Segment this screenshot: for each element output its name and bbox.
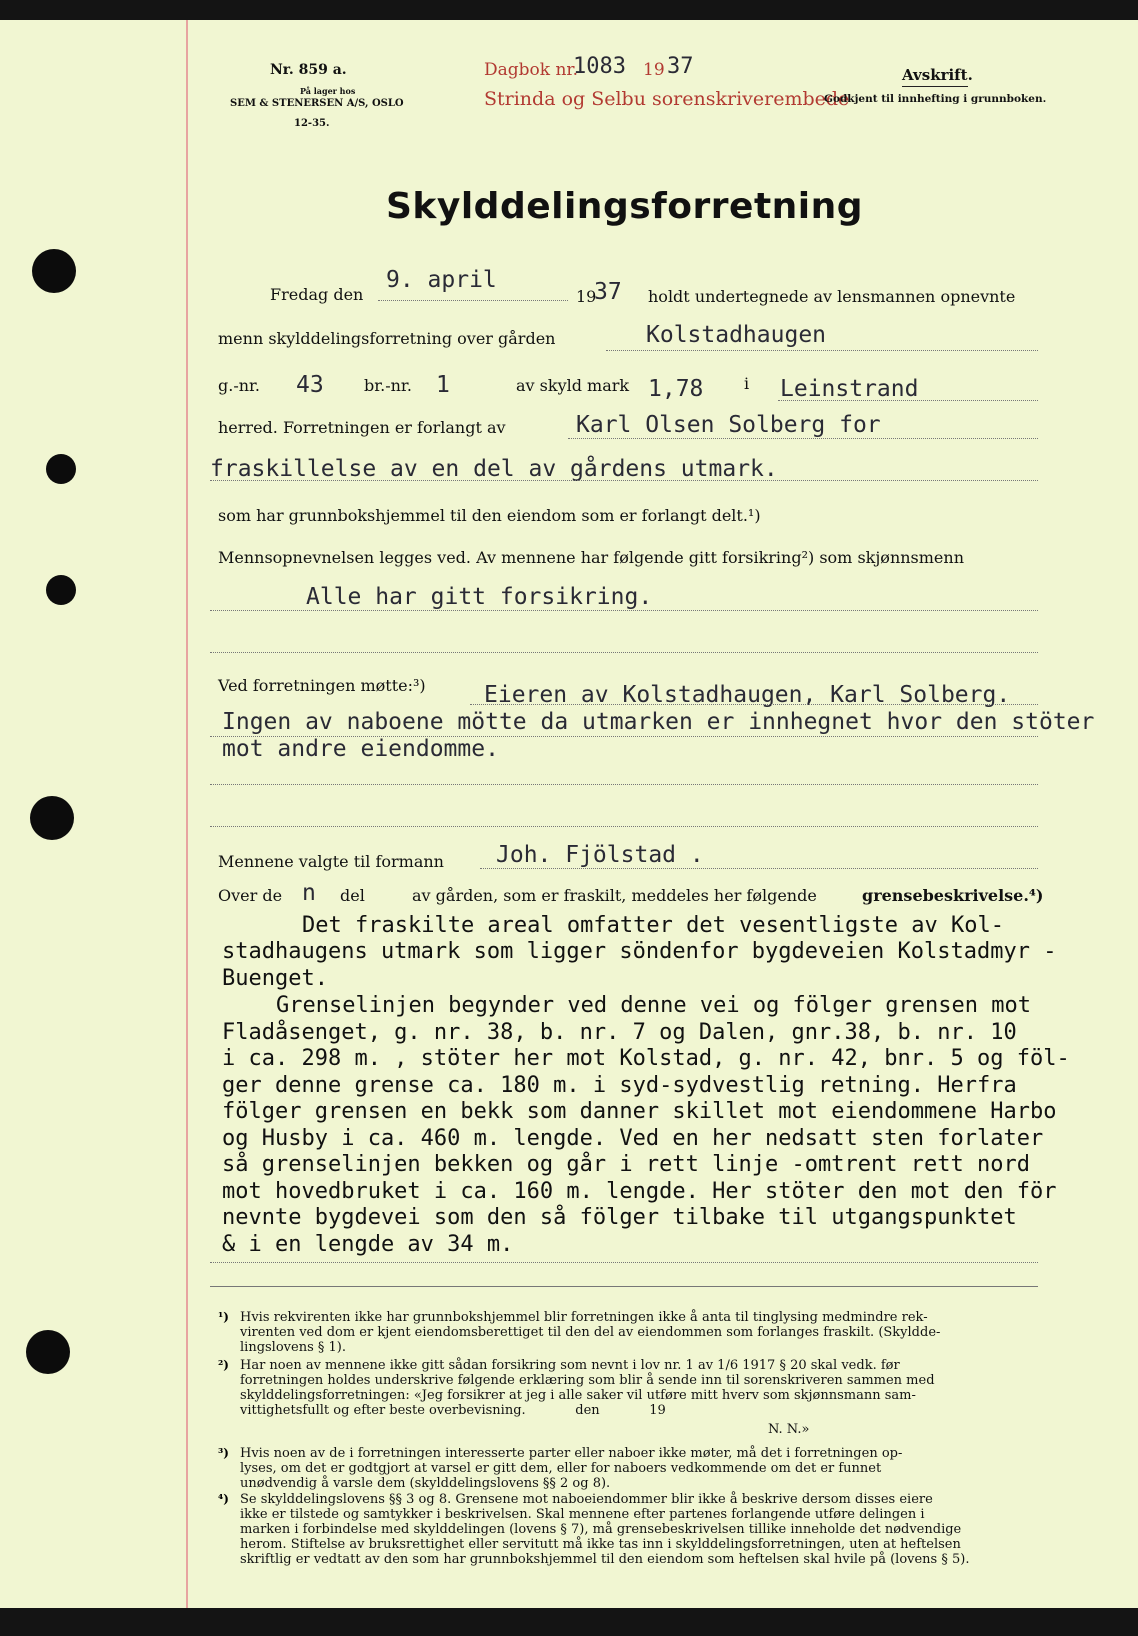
description-line: Buenget. (222, 966, 328, 991)
blank-dotline (210, 652, 1038, 653)
publisher-line: På lager hos (300, 86, 356, 96)
punch-hole-icon (46, 575, 76, 605)
scan-edge-bottom (0, 1608, 1138, 1636)
office-name: Strinda og Selbu sorenskriverembede (484, 88, 850, 110)
footnote-line: Hvis noen av de i forretningen interesserte parter eller naboer ikke møter, må det i forretningen op- (240, 1446, 903, 1461)
approval-note: Godkjent til innhefting i grunnboken. (824, 93, 1047, 105)
date-dotline (378, 300, 568, 301)
line1-text: holdt undertegnede av lensmannen opnevnte (648, 287, 1016, 306)
footnote-line: herom. Stiftelse av bruksrettighet eller servitutt må ikke tas inn i skylddelingsforretningen, uten at heftelsen (240, 1537, 961, 1552)
footnote-line: vittighetsfullt og efter beste overbevisning. den 19 (240, 1403, 666, 1418)
dagbok-year: 37 (667, 54, 694, 79)
footnote-4-mark: ⁴) (218, 1492, 229, 1506)
footnote-1-mark: ¹) (218, 1310, 229, 1324)
footnote-line: Har noen av mennene ikke gitt sådan forsikring som nevnt i lov nr. 1 av 1/6 1917 § 20 skal vedk. før (240, 1358, 900, 1373)
document-title: Skylddelingsforretning (386, 186, 864, 227)
description-line: så grenselinjen bekken og går i rett linje -omtrent rett nord (222, 1152, 1030, 1177)
scan-edge-top (0, 0, 1138, 20)
margin-rule (186, 20, 188, 1608)
punch-hole-icon (46, 454, 76, 484)
footnote-line: virenten ved dom er kjent eiendomsberettiget til den del av eiendommen som forlanges fraskilt. (Skyldde- (240, 1325, 941, 1340)
description-line: nevnte bygdevei som den så fölger tilbake til utgangspunktet (222, 1205, 1017, 1230)
brnr-label: br.-nr. (364, 376, 412, 395)
footnote-line: lingslovens § 1). (240, 1340, 346, 1355)
municipality: Leinstrand (780, 376, 919, 402)
description-line: i ca. 298 m. , stöter her mot Kolstad, g. nr. 42, bnr. 5 og föl- (222, 1046, 1070, 1071)
description-line: fölger grensen en bekk som danner skillet mot eiendommene Harbo (222, 1099, 1057, 1124)
footnote-line: ikke er tilstede og samtykker i beskrivelsen. Skal mennene efter partenes forlangende utføre delingen i (240, 1507, 925, 1522)
description-line: stadhaugens utmark som ligger söndenfor bygdeveien Kolstadmyr - (222, 939, 1057, 964)
requester: Karl Olsen Solberg for (576, 412, 881, 438)
footnote-4 (240, 1492, 969, 1567)
description-line: Fladåsenget, g. nr. 38, b. nr. 7 og Dalen, gnr.38, b. nr. 10 (222, 1020, 1017, 1045)
requester-dotline (568, 438, 1038, 439)
purpose-dotline (210, 480, 1038, 481)
footnote-line: marken i forbindelse med skylddelingen (lovens § 7), må grensebeskrivelsen tillike inneholde det nødvendige (240, 1522, 962, 1537)
mote-dotline-1 (470, 704, 1038, 705)
publisher-name: SEM & STENERSEN A/S, OSLO (230, 98, 404, 109)
footnote-line: forretningen holdes underskrive følgende erklæring som blir å sende inn til sorenskriveren sammen med (240, 1373, 935, 1388)
over-rest: av gården, som er fraskilt, meddeles her følgende (412, 886, 817, 905)
footnote-2-mark: ²) (218, 1358, 229, 1372)
brnr-value: 1 (436, 372, 450, 398)
description-line: Det fraskilte areal omfatter det vesentligste av Kol- (302, 913, 1004, 938)
mote-dotline-4 (210, 826, 1038, 827)
forsikring-dotline (210, 610, 1038, 611)
footnote-line: skylddelingsforretningen: «Jeg forsikrer at jeg i alle saker vil utføre mitt hverv som skjønnsmann sam- (240, 1388, 916, 1403)
mote-label: Ved forretningen møtte:³) (218, 676, 426, 695)
footnote-3 (240, 1446, 902, 1491)
punch-hole-icon (32, 249, 76, 293)
municipality-dotline (778, 400, 1038, 401)
herred-label: herred. Forretningen er forlangt av (218, 418, 506, 437)
purpose: fraskillelse av en del av gårdens utmark. (210, 456, 778, 482)
punch-hole-icon (30, 796, 74, 840)
footnote-line: unødvendig å varsle dem (skylddelingslovens §§ 2 og 8). (240, 1476, 611, 1491)
footnote-1 (240, 1310, 940, 1355)
gnr-label: g.-nr. (218, 376, 261, 395)
footnote-line: Hvis rekvirenten ikke har grunnbokshjemmel blir forretningen ikke å anta til tinglysing medmindre rek- (240, 1310, 928, 1325)
over-n: n (302, 880, 316, 906)
mote-line-1: Eieren av Kolstadhaugen, Karl Solberg. (484, 682, 1011, 708)
footnote-line: lyses, om det er godtgjort at varsel er gitt dem, eller for naboers vedkommende om det er funnet (240, 1461, 882, 1476)
gnr-value: 43 (296, 372, 324, 398)
over-del-label: del (340, 886, 365, 905)
mote-dotline-3 (210, 784, 1038, 785)
formann-label: Mennene valgte til formann (218, 852, 444, 871)
year-value: 37 (594, 279, 622, 305)
punch-hole-icon (26, 1330, 70, 1374)
menn-line: Mennsopnevnelsen legges ved. Av mennene har følgende gitt forsikring²) som skjønnsmenn (218, 548, 965, 567)
footnote-3-mark: ³) (218, 1446, 229, 1460)
over-de-label: Over de (218, 886, 283, 905)
farm-dotline (606, 350, 1038, 351)
avskrift-label: Avskrift. (902, 66, 973, 84)
farm-name: Kolstadhaugen (646, 322, 827, 348)
day-label: Fredag den (270, 285, 364, 304)
dagbok-year-prefix: 19 (643, 60, 665, 80)
dagbok-number: 1083 (573, 54, 626, 79)
mote-line-2: Ingen av naboene mötte da utmarken er innhegnet hvor den stöter (222, 709, 1095, 735)
footnote-line: skriftlig er vedtatt av den som har grunnbokshjemmel til den eiendom som heftelsen skal hvile på (lovens § 5). (240, 1552, 970, 1567)
form-number: Nr. 859 a. (270, 62, 347, 78)
mote-line-3: mot andre eiendomme. (222, 736, 499, 762)
description-line: og Husby i ca. 460 m. lengde. Ved en her nedsatt sten forlater (222, 1126, 1044, 1151)
description-line: Grenselinjen begynder ved denne vei og fölger grensen mot (276, 993, 1031, 1018)
publisher-date: 12-35. (294, 118, 330, 129)
description-line: & i en lengde av 34 m. (222, 1232, 514, 1257)
footnote-line: Se skylddelingslovens §§ 3 og 8. Grensene mot naboeiendommer blir ikke å beskrive dersom disses eiere (240, 1492, 933, 1507)
i-label: i (744, 374, 750, 393)
footnote-2 (240, 1358, 935, 1418)
line2-label: menn skylddelingsforretning over gården (218, 329, 556, 348)
year-prefix: 19 (576, 287, 597, 306)
skyld-value: 1,78 (648, 376, 704, 402)
footnote-2-signature: N. N.» (768, 1422, 810, 1437)
formann-name: Joh. Fjölstad . (496, 842, 704, 868)
dagbok-label: Dagbok nr. (484, 60, 579, 80)
avskrift-underline (902, 86, 968, 87)
description-line: ger denne grense ca. 180 m. i syd-sydvestlig retning. Herfra (222, 1073, 1017, 1098)
formann-dotline (480, 868, 1038, 869)
description-end-dotline (210, 1262, 1038, 1263)
grunnbok-line: som har grunnbokshjemmel til den eiendom som er forlangt delt.¹) (218, 506, 761, 525)
date-value: 9. april (386, 267, 497, 293)
grensebeskrivelse-label: grensebeskrivelse.⁴) (862, 886, 1044, 905)
footnote-separator (210, 1286, 1038, 1287)
skyld-label: av skyld mark (516, 376, 630, 395)
description-line: mot hovedbruket i ca. 160 m. lengde. Her stöter den mot den för (222, 1179, 1057, 1204)
forsikring-text: Alle har gitt forsikring. (306, 584, 653, 610)
